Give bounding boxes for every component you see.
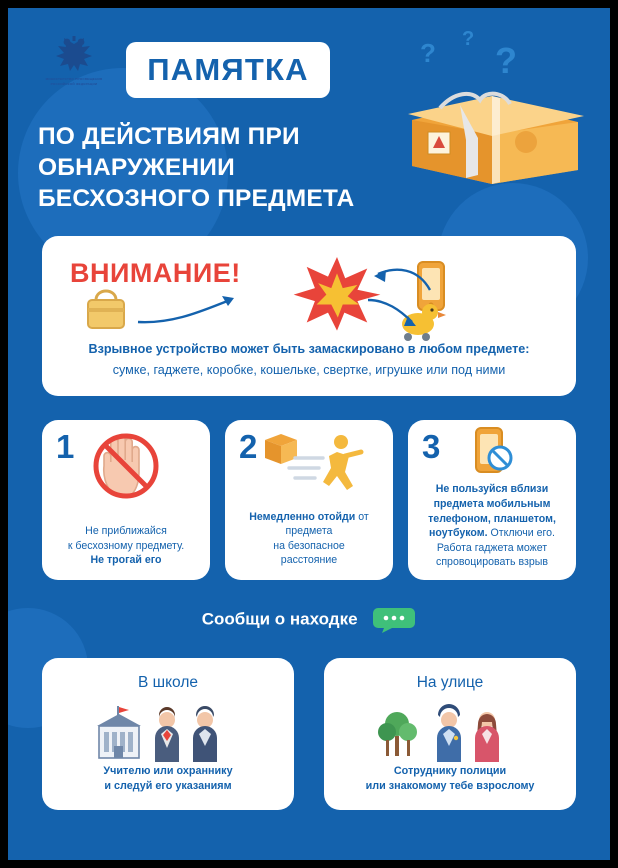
step-1-line-1: Не приближайся [85,525,167,538]
no-touch-hand-icon [83,428,169,502]
chat-bubble-icon [372,606,416,634]
no-phone-icon [462,426,522,474]
run-away-icon [249,428,369,502]
poster-header [8,8,610,218]
handbag-icon [80,278,132,334]
attention-line-1: Взрывное устройство может быть замаскировано в любом предмете: [88,342,530,356]
place-street-line-2: или знакомому тебе взрослому [365,779,535,792]
place-school-line-2: и следуй его указаниям [104,779,232,792]
street-illustration [324,704,576,764]
step-2-illustration [225,428,393,500]
step-card-2 [225,420,393,580]
place-school-text [50,764,286,794]
trees-icon [378,712,417,756]
step-2-line-2: на безопасное [273,539,345,552]
police-officer-avatar [437,704,461,762]
school-building-icon [97,706,141,758]
poster-subtitle [38,122,458,215]
step-3-illustration [408,426,576,474]
step-1-line-2: к бесхозному предмету. [67,539,185,552]
question-mark-icon: ? [495,40,517,81]
package-box-icon [400,74,590,184]
step-1-bold: Не трогай его [90,554,162,567]
step-1-text [52,524,200,568]
step-card-1 [42,420,210,580]
report-banner [8,606,610,634]
place-street-title: На улице [416,674,484,691]
parcel-illustration [400,28,590,188]
step-3-line-2: Работа гаджета может [436,541,548,554]
badge-title: ПАМЯТКА [147,52,309,87]
attention-title: ВНИМАНИЕ! [70,258,241,288]
step-3-line-3: спровоцировать взрыв [436,556,548,569]
school-illustration [42,704,294,764]
guard-avatar [193,706,217,762]
arrow-icon [134,282,284,338]
poster-root [8,8,610,860]
step-number: 2 [239,428,258,465]
place-card-street [324,658,576,810]
arrow-icon [364,294,424,334]
step-2-bold: Немедленно отойди [249,510,356,523]
step-3-bold: Не пользуйся вблизи предмета мобильным телефоном, планшетом, ноутбуком. [428,483,556,540]
place-school-line-1: Учителю или охраннику [103,764,233,777]
teacher-avatar [155,707,179,762]
step-number: 1 [56,428,75,465]
badge-pamyatka [126,42,330,98]
step-card-3 [408,420,576,580]
place-card-school [42,658,294,810]
place-school-title: В школе [138,674,198,691]
place-street-text [332,764,568,794]
step-3-line-1: Отключи его. [490,527,555,540]
emblem-caption: МИНИСТЕРСТВО ПРОСВЕЩЕНИЯ РОССИЙСКОЙ ФЕДЕРАЦИИ [45,77,103,86]
step-3-text [418,482,566,570]
report-label: Сообщи о находке [201,609,358,629]
subtitle-line-2: БЕСХОЗНОГО ПРЕДМЕТА [38,184,355,212]
step-1-illustration [42,428,210,500]
subtitle-line-1: ПО ДЕЙСТВИЯМ ПРИ ОБНАРУЖЕНИИ [38,123,300,181]
adult-woman-avatar [475,712,499,762]
step-2-line-3: расстояние [280,554,338,567]
question-mark-icon: ? [462,28,475,50]
place-street-line-1: Сотруднику полиции [393,764,507,777]
double-headed-eagle-icon [42,34,106,74]
question-mark-icon: ? [420,38,436,68]
step-2-text [235,510,383,568]
step-2-line-1: от предмета [285,510,369,538]
step-number: 3 [422,428,441,465]
ministry-emblem [42,34,106,100]
attention-line-2: сумке, гаджете, коробке, кошельке, свертке, игрушке или под ними [112,363,506,377]
attention-card [42,236,576,396]
